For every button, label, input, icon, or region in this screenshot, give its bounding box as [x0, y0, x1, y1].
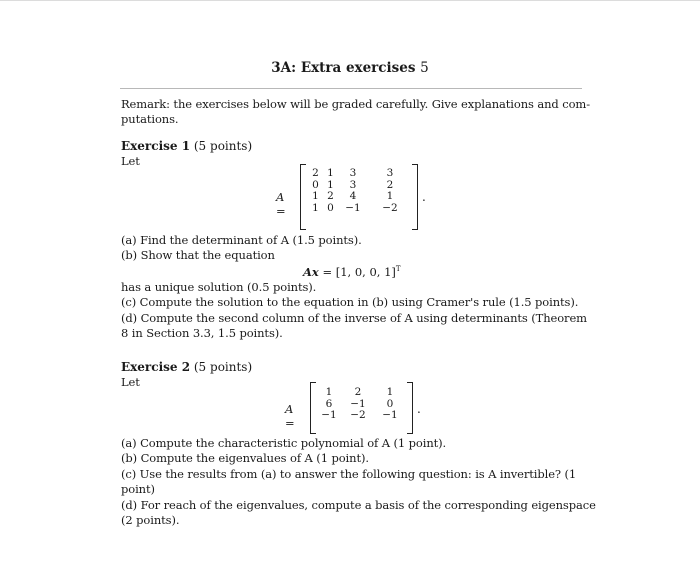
matrix-2-entry: −1: [382, 409, 398, 421]
ex2-part-d-line1: (d) For reach of the eigenvalues, compute a basis of the corresponding eigenspace: [121, 498, 596, 512]
page-title: [0, 60, 700, 76]
matrix-1-row: [308, 180, 412, 192]
matrix-2-entry: 1: [325, 386, 333, 398]
ex1-part-d-line1: (d) Compute the second column of the inverse of A using determinants (Theorem: [121, 311, 587, 325]
matrix-1-entry: 3: [386, 167, 394, 179]
ex1-part-b: (b) Show that the equation: [121, 248, 275, 262]
matrix-2-grid: [316, 387, 406, 422]
exercise-1-let: Let: [121, 154, 140, 168]
ex2-part-c-line1: (c) Use the results from (a) to answer the following question: is A invertible? (1: [121, 467, 577, 481]
exercise-1-heading: [121, 139, 252, 153]
matrix-1-left-bracket: [300, 164, 306, 230]
exercise-2-points: (5 points): [193, 360, 253, 374]
ex1-part-d-line2: 8 in Section 3.3, 1.5 points).: [121, 326, 283, 340]
matrix-1-period: .: [422, 190, 426, 204]
equation-lhs: Ax: [303, 265, 319, 279]
matrix-2-name: A: [285, 402, 294, 416]
ex1-part-a: (a) Find the determinant of A (1.5 points).: [121, 233, 362, 247]
exercise-1-title: Exercise 1: [121, 139, 191, 153]
exercise-2-title: Exercise 2: [121, 360, 191, 374]
remark-line-1: Remark: the exercises below will be graded carefully. Give explanations and com-: [121, 97, 591, 111]
matrix-2-entry: −1: [350, 397, 366, 410]
matrix-2-entry: 2: [354, 386, 362, 398]
matrix-2-entry: 0: [386, 397, 394, 410]
matrix-2-entry: −1: [321, 409, 337, 421]
matrix-2-entry: 1: [386, 386, 394, 398]
ex1-equation: [303, 265, 401, 279]
matrix-1-row: [308, 168, 412, 180]
matrix-1-entry: 2: [386, 178, 394, 191]
matrix-1-entry: −1: [345, 201, 361, 214]
matrix-2-period: .: [417, 402, 421, 416]
exercise-2-let: Let: [121, 375, 140, 389]
matrix-1-grid: [308, 168, 412, 214]
matrix-1-entry: 1: [312, 190, 319, 202]
exercise-1-points: (5 points): [193, 139, 253, 153]
matrix-2-entry: −2: [350, 409, 366, 421]
matrix-1-entry: 1: [386, 190, 394, 202]
matrix-1-entry: −2: [382, 201, 398, 214]
matrix-1-entry: 0: [327, 201, 334, 214]
matrix-2-right-bracket: [407, 382, 413, 434]
matrix-1-entry: 1: [327, 167, 334, 179]
title-label: 3A: Extra exercises: [271, 60, 416, 76]
matrix-2-lhs: A =: [285, 402, 295, 430]
matrix-1-entry: 3: [349, 178, 357, 191]
title-number: 5: [420, 60, 429, 76]
remark-line-2: putations.: [121, 112, 179, 126]
matrix-1-row: [308, 191, 412, 203]
matrix-1-right-bracket: [412, 164, 418, 230]
matrix-2-row: [316, 387, 406, 399]
equation-sup: T: [395, 265, 401, 274]
matrix-1-entry: 2: [327, 190, 334, 202]
ex2-part-a: (a) Compute the characteristic polynomial of A (1 point).: [121, 436, 447, 450]
title-rule: [120, 88, 582, 89]
matrix-1-name: A: [276, 190, 285, 204]
ex2-part-b: (b) Compute the eigenvalues of A (1 point).: [121, 451, 369, 465]
matrix-1-entry: 1: [327, 178, 334, 191]
exercise-2-heading: [121, 360, 252, 374]
matrix-2-entry: 6: [325, 397, 333, 410]
matrix-2-row: [316, 410, 406, 422]
matrix-1-row: [308, 203, 412, 215]
matrix-1-lhs: A =: [276, 190, 286, 218]
matrix-1-entry: 1: [312, 201, 319, 214]
ex1-part-c: (c) Compute the solution to the equation in (b) using Cramer's rule (1.5 points).: [121, 295, 579, 309]
ex1-part-b-cont: has a unique solution (0.5 points).: [121, 280, 317, 294]
matrix-1-entry: 2: [312, 167, 319, 179]
matrix-1-entry: 3: [349, 167, 357, 179]
ex2-part-c-line2: point): [121, 482, 155, 496]
matrix-1-entry: 4: [349, 190, 357, 202]
ex2-part-d-line2: (2 points).: [121, 513, 180, 527]
equation-rhs: = [1, 0, 0, 1]: [322, 265, 396, 279]
matrix-1-entry: 0: [312, 178, 319, 191]
